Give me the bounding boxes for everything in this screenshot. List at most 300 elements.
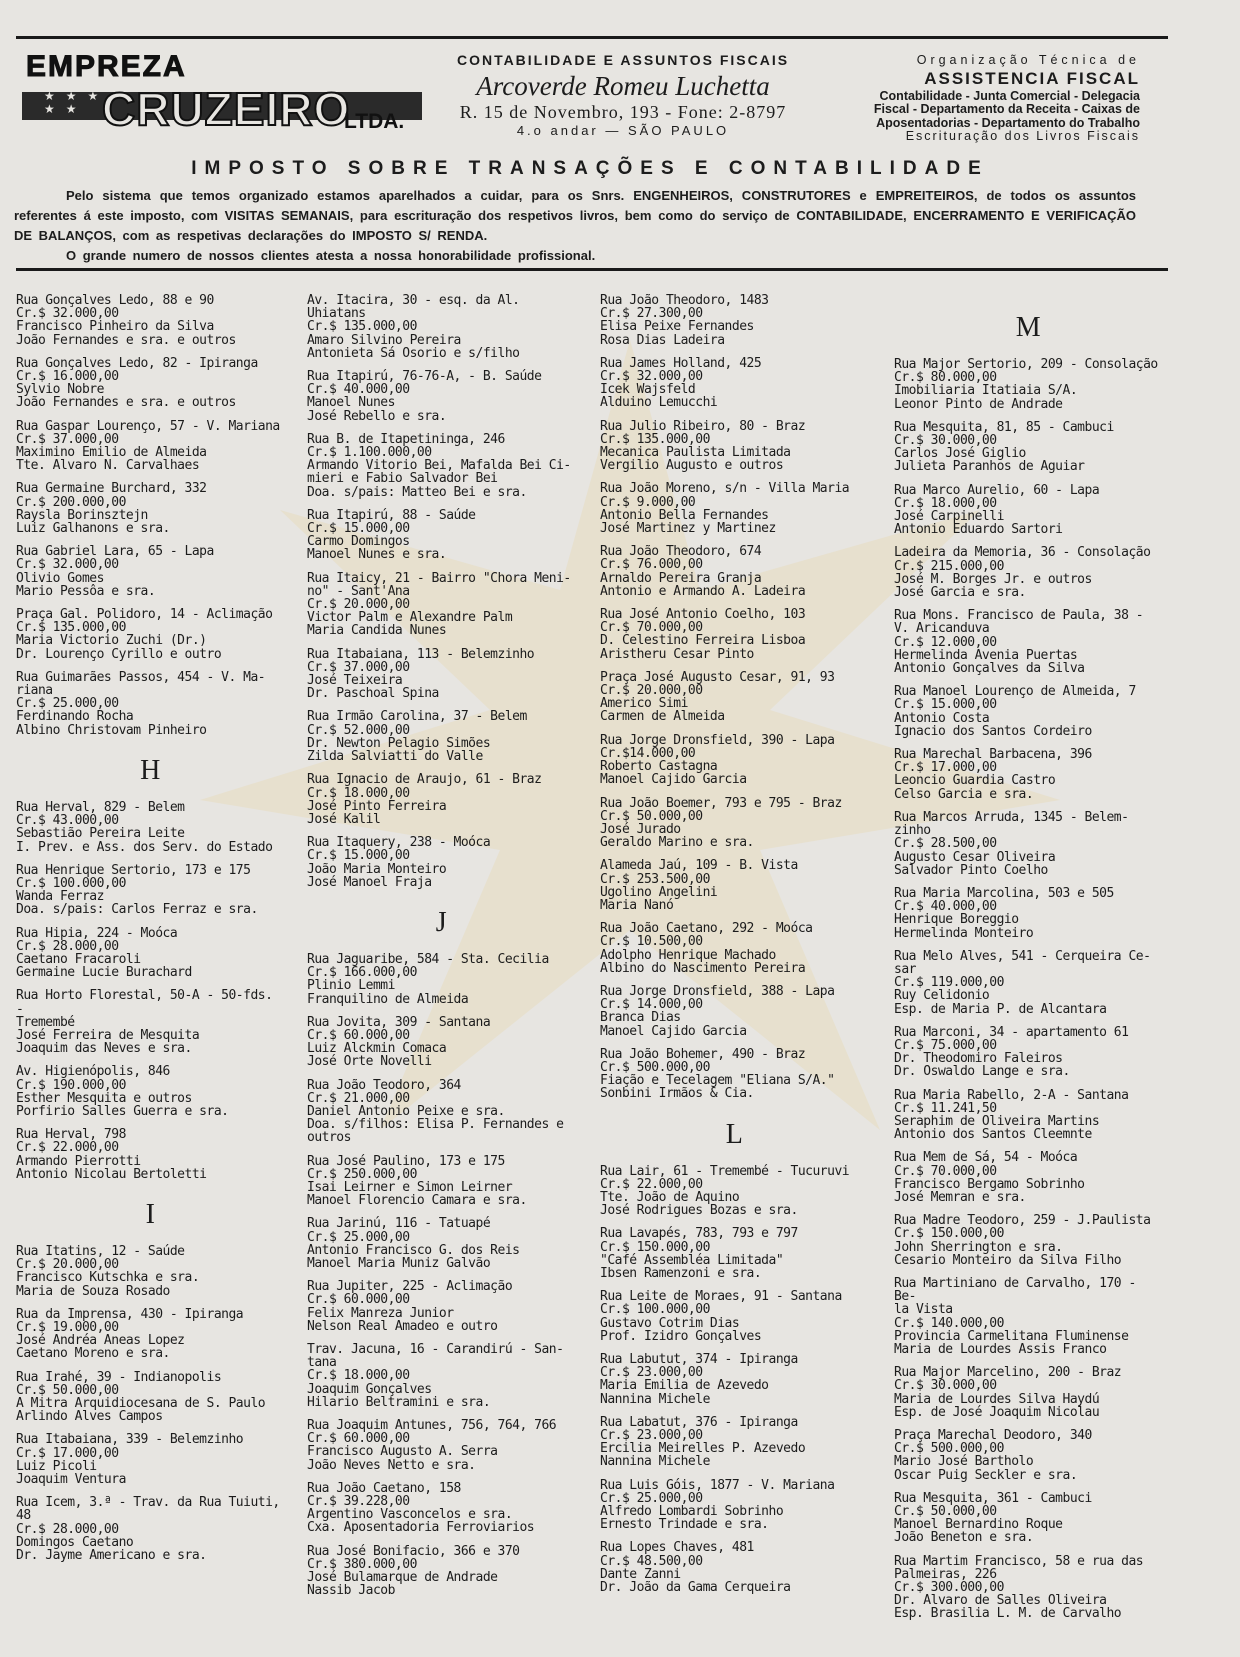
property-entry xyxy=(894,609,1162,675)
property-entry xyxy=(894,1366,1162,1419)
entry-line: José Carpinelli xyxy=(894,509,1004,525)
entry-line: Nelson Real Amadeo e outro xyxy=(307,1318,498,1334)
header-center-line-4: 4.o andar — SÃO PAULO xyxy=(516,123,730,138)
entry-line: Cr.$ 30.000,00 xyxy=(894,433,997,449)
property-entry xyxy=(16,1065,284,1118)
entry-line: Cr.$ 52.000,00 xyxy=(307,722,410,738)
entry-line: Doa. s/pais: Matteo Bei e sra. xyxy=(307,484,527,500)
entry-line: Oscar Puig Seckler e sra. xyxy=(894,1467,1078,1483)
entry-line: Maria de Lourdes Silva Haydú xyxy=(894,1391,1100,1407)
entry-line: V. Aricanduva xyxy=(894,621,990,637)
entry-line: Cr.$ 37.000,00 xyxy=(16,431,119,447)
entry-line: Carlos José Giglio xyxy=(894,446,1026,462)
entry-line: Victor Palm e Alexandre Palm xyxy=(307,610,513,626)
entry-line: Cr.$ 250.000,00 xyxy=(307,1166,417,1182)
entry-address: Alameda Jaú, 109 - B. Vista xyxy=(600,858,798,874)
entry-line: Dr. Newton Pelagio Simões xyxy=(307,735,491,751)
property-entry xyxy=(307,370,575,423)
entry-line: Hermelinda Avenia Puertas xyxy=(894,647,1078,663)
entry-line: tana xyxy=(307,1355,337,1371)
entry-address: Rua José Antonio Coelho, 103 xyxy=(600,607,806,623)
entry-line: Geraldo Marino e sra. xyxy=(600,835,754,851)
entry-address: Rua Icem, 3.ª - Trav. da Rua Tuiuti, xyxy=(16,1495,280,1511)
entry-line: Cr.$ 60.000,00 xyxy=(307,1431,410,1447)
entry-address: Praça Marechal Deodoro, 340 xyxy=(894,1428,1092,1444)
entry-line: Cr.$ 32.000,00 xyxy=(600,369,703,385)
section-letter: H xyxy=(140,754,160,786)
entry-address: Praça Gal. Polidoro, 14 - Aclimação xyxy=(16,607,273,623)
entry-address: Trav. Jacuna, 16 - Carandirú - San- xyxy=(307,1342,564,1357)
property-entry xyxy=(16,1496,284,1562)
header-right-line-2: ASSISTENCIA FISCAL xyxy=(924,68,1140,88)
entry-line: Elisa Peixe Fernandes xyxy=(600,319,754,335)
property-entry xyxy=(307,572,575,638)
entry-line: Antonio Francisco G. dos Reis xyxy=(307,1242,520,1258)
property-entry xyxy=(307,509,575,562)
entry-line: Cr.$ 17.000,00 xyxy=(894,760,997,776)
entry-address: Rua Guimarães Passos, 454 - V. Ma- xyxy=(16,669,266,685)
property-entry xyxy=(600,608,868,661)
entry-line: Doa. s/filhos: Elisa P. Fernandes e xyxy=(307,1117,564,1133)
entry-line: Cr.$ 14.000,00 xyxy=(600,997,703,1013)
entry-line: José Bulamarque de Andrade xyxy=(307,1570,498,1586)
entry-line: Ruy Celidonio xyxy=(894,988,990,1004)
entry-address: Rua João Boemer, 793 e 795 - Braz xyxy=(600,795,842,811)
property-entry xyxy=(894,1277,1162,1356)
property-entry xyxy=(307,1343,575,1409)
entry-line: Cr.$ 40.000,00 xyxy=(894,899,997,915)
entry-line: zinho xyxy=(894,823,931,839)
entry-address: Rua Gonçalves Ledo, 88 e 90 xyxy=(16,293,214,308)
entry-line: Vergilio Augusto e outros xyxy=(600,458,784,474)
property-entry xyxy=(307,1419,575,1472)
entry-line: Cr.$ 18.000,00 xyxy=(307,1368,410,1384)
entry-line: Cr.$ 15.000,00 xyxy=(307,848,410,864)
entry-line: Cr.$ 119.000,00 xyxy=(894,975,1004,991)
entry-line: Ercilia Meirelles P. Azevedo xyxy=(600,1441,806,1457)
entry-line: Cr.$ 20.000,00 xyxy=(307,597,410,613)
entry-line: Hilario Beltramini e sra. xyxy=(307,1394,491,1410)
entry-address: Rua João Theodoro, 674 xyxy=(600,544,762,560)
entry-line: Antonieta Sá Osorio e s/filho xyxy=(307,345,520,361)
entry-line: Nassib Jacob xyxy=(307,1583,395,1599)
entry-line: Dr. Paschoal Spina xyxy=(307,686,439,702)
entry-line: Cr.$ 135.000,00 xyxy=(600,431,710,447)
entry-line: Arnaldo Pereira Granja xyxy=(600,570,762,586)
entry-line: Franquilino de Almeida xyxy=(307,991,469,1007)
entry-line: Albino do Nascimento Pereira xyxy=(600,960,806,976)
entry-line: Cr.$ 28.500,00 xyxy=(894,836,997,852)
entry-line: Cr.$ 100.000,00 xyxy=(600,1302,710,1318)
entry-line: Celso Garcia e sra. xyxy=(894,786,1034,802)
entry-line: Armando Pierrotti xyxy=(16,1153,141,1169)
entry-line: Sonbini Irmãos & Cia. xyxy=(600,1086,754,1102)
property-entry xyxy=(307,710,575,763)
entry-line: Cr.$ 76.000,00 xyxy=(600,557,703,573)
entry-line: Manoel Nunes e sra. xyxy=(307,547,447,563)
entry-line: Cr.$ 43.000,00 xyxy=(16,813,119,829)
entry-address: Rua Julio Ribeiro, 80 - Braz xyxy=(600,418,806,434)
property-entry xyxy=(600,1479,868,1532)
entry-address: Rua Herval, 798 xyxy=(16,1127,126,1143)
entry-line: Francisco Augusto A. Serra xyxy=(307,1444,498,1460)
property-entry xyxy=(894,1429,1162,1482)
listing-column-3 xyxy=(600,294,868,1604)
page-title: IMPOSTO SOBRE TRANSAÇÕES E CONTABILIDADE xyxy=(191,158,989,179)
entry-line: José Ferreira de Mesquita xyxy=(16,1027,200,1043)
entry-line: Sylvio Nobre xyxy=(16,382,104,398)
top-rule xyxy=(16,36,1168,39)
entry-line: Cr.$ 200.000,00 xyxy=(16,494,126,510)
entry-line: Joaquim Ventura xyxy=(16,1472,126,1488)
entry-line: Armando Vitorio Bei, Mafalda Bei Ci- xyxy=(307,458,571,474)
entry-address: Rua João Bohemer, 490 - Braz xyxy=(600,1046,806,1062)
property-entry xyxy=(307,648,575,701)
entry-address: Rua Ignacio de Araujo, 61 - Braz xyxy=(307,772,542,788)
property-entry xyxy=(307,1482,575,1535)
entry-line: Maria Candida Nunes xyxy=(307,623,447,639)
entry-line: Cr.$14.000,00 xyxy=(600,745,696,761)
entry-line: João Fernandes e sra. e outros xyxy=(16,332,236,348)
entry-address: Rua Mesquita, 81, 85 - Cambuci xyxy=(894,419,1114,435)
entry-address: Rua Horto Florestal, 50-A - 50-fds. - xyxy=(16,988,280,1017)
entry-line: Cr.$ 25.000,00 xyxy=(16,696,119,712)
entry-line: Cr.$ 16.000,00 xyxy=(16,369,119,385)
header-right-line-6: Escrituração dos Livros Fiscais xyxy=(905,129,1140,143)
entry-address: Praça José Augusto Cesar, 91, 93 xyxy=(600,669,835,685)
property-entry xyxy=(16,1128,284,1181)
entry-line: Francisco Kutschka e sra. xyxy=(16,1270,200,1286)
entry-address: Rua João Caetano, 158 xyxy=(307,1480,461,1496)
entry-address: Rua Melo Alves, 541 - Cerqueira Ce- xyxy=(894,948,1151,964)
entry-line: Cr.$ 12.000,00 xyxy=(894,634,997,650)
entry-line: Cr.$ 50.000,00 xyxy=(16,1382,119,1398)
entry-line: Cr.$ 75.000,00 xyxy=(894,1037,997,1053)
entry-address: Rua James Holland, 425 xyxy=(600,355,762,371)
entry-address: Rua Jarinú, 116 - Tatuapé xyxy=(307,1216,491,1232)
entry-line: Cr.$ 20.000,00 xyxy=(16,1257,119,1273)
entry-line: Cr.$ 23.000,00 xyxy=(600,1428,703,1444)
entry-line: Dr. Theodomiro Faleiros xyxy=(894,1051,1063,1067)
logo-line-1: EMPREZA xyxy=(26,50,187,83)
entry-line: Prof. Izidro Gonçalves xyxy=(600,1328,762,1344)
entry-line: Cr.$ 60.000,00 xyxy=(307,1292,410,1308)
entry-address: Av. Higienópolis, 846 xyxy=(16,1064,170,1080)
entry-line: Cr.$ 37.000,00 xyxy=(307,659,410,675)
entry-line: Cesario Monteiro da Silva Filho xyxy=(894,1252,1122,1268)
entry-line: Cr.$ 19.000,00 xyxy=(16,1319,119,1335)
entry-address: Rua Henrique Sertorio, 173 e 175 xyxy=(16,862,251,878)
entry-address: Rua Gonçalves Ledo, 82 - Ipiranga xyxy=(16,355,258,371)
entry-line: Alduino Lemucchi xyxy=(600,395,718,411)
property-entry xyxy=(307,1545,575,1598)
entry-line: la Vista xyxy=(894,1302,953,1318)
entry-line: Maria Nanó xyxy=(600,897,674,913)
header-center xyxy=(448,52,798,138)
entry-address: Rua Itaicy, 21 - Bairro "Chora Meni- xyxy=(307,570,571,586)
entry-address: Rua Marcos Arruda, 1345 - Belem- xyxy=(894,809,1129,825)
entry-line: Doa. s/pais: Carlos Ferraz e sra. xyxy=(16,902,258,918)
entry-address: Rua José Bonifacio, 366 e 370 xyxy=(307,1543,520,1559)
entry-line: Cr.$ 135.000,00 xyxy=(307,319,417,335)
intro-text xyxy=(14,186,1136,266)
entry-line: Cr.$ 25.000,00 xyxy=(600,1490,703,1506)
property-entry xyxy=(307,433,575,499)
entry-address: Rua Mem de Sá, 54 - Moóca xyxy=(894,1150,1078,1166)
entry-line: Nannina Michele xyxy=(600,1391,710,1407)
entry-line: Isai Leirner e Simon Leirner xyxy=(307,1179,513,1195)
entry-line: Maria Victorio Zuchi (Dr.) xyxy=(16,633,207,649)
entry-line: Felix Manreza Junior xyxy=(307,1305,454,1321)
entry-line: outros xyxy=(307,1130,351,1146)
property-entry xyxy=(894,685,1162,738)
entry-line: Icek Wajsfeld xyxy=(600,382,696,398)
entry-line: Olivio Gomes xyxy=(16,570,104,586)
entry-line: A Mitra Arquidiocesana de S. Paulo xyxy=(16,1396,266,1411)
entry-line: José Garcia e sra. xyxy=(894,585,1026,601)
entry-line: Tte. João de Aquino xyxy=(600,1189,740,1205)
entry-line: Daniel Antonio Peixe e sra. xyxy=(307,1103,505,1119)
entry-line: Albino Christovam Pinheiro xyxy=(16,722,207,738)
property-entry xyxy=(600,1541,868,1594)
stars-icon: ★ ★ ★ ★ ★ xyxy=(44,89,103,116)
entry-line: D. Celestino Ferreira Lisboa xyxy=(600,633,806,649)
entry-address: Rua Lair, 61 - Tremembé - Tucuruvi xyxy=(600,1163,850,1179)
entry-address: Rua Gaspar Lourenço, 57 - V. Mariana xyxy=(16,418,280,434)
entry-address: Rua Labatut, 376 - Ipiranga xyxy=(600,1414,798,1430)
entry-line: Cr.$ 100.000,00 xyxy=(16,875,126,891)
entry-line: Ernesto Trindade e sra. xyxy=(600,1517,769,1533)
property-entry xyxy=(600,1165,868,1218)
entry-line: Cr.$ 253.500,00 xyxy=(600,871,710,887)
property-entry xyxy=(894,421,1162,474)
entry-line: Ferdinando Rocha xyxy=(16,709,134,725)
entry-address: Rua Lopes Chaves, 481 xyxy=(600,1540,754,1556)
entry-line: "Café Assembléa Limitada" xyxy=(600,1252,784,1268)
entry-line: Seraphim de Oliveira Martins xyxy=(894,1113,1100,1129)
entry-line: Cr.$ 60.000,00 xyxy=(307,1027,410,1043)
property-entry xyxy=(894,950,1162,1016)
entry-address: Rua Itatins, 12 - Saúde xyxy=(16,1243,185,1259)
entry-line: José Jurado xyxy=(600,821,681,837)
entry-line: Henrique Boreggio xyxy=(894,912,1019,928)
property-entry xyxy=(600,797,868,850)
entry-line: Nannina Michele xyxy=(600,1454,710,1470)
entry-line: Cr.$ 20.000,00 xyxy=(600,683,703,699)
property-entry xyxy=(894,748,1162,801)
entry-line: João Neves Netto e sra. xyxy=(307,1457,476,1473)
entry-address: Rua Mons. Francisco de Paula, 38 - xyxy=(894,608,1144,624)
property-entry xyxy=(894,1026,1162,1079)
property-entry xyxy=(600,1290,868,1343)
entry-line: Julieta Paranhos de Aguiar xyxy=(894,459,1085,475)
entry-line: Antonio Nicolau Bertoletti xyxy=(16,1166,207,1182)
intro-paragraph-1: Pelo sistema que temos organizado estamos aparelhados a cuidar, para os Snrs. ENGENHEIROS, CONSTRUTORES e EMPREITEIROS, de todos os assuntos referentes á este imposto, com VISITAS SEMANAIS, para escrituração dos respetivos livros, bem como do serviço de CONTABILIDADE, ENCERRAMENTO E VERIFICAÇÃO DE BALANÇOS, com as respetivas declarações do IMPOSTO S/ RENDA. xyxy=(14,188,1136,243)
listing-column-4 xyxy=(894,294,1162,1631)
entry-line: Wanda Ferraz xyxy=(16,889,104,905)
entry-line: Dr. Lourenço Cyrillo e outro xyxy=(16,646,222,662)
header-center-line-3: R. 15 de Novembro, 193 - Fone: 2-8797 xyxy=(459,102,787,122)
entry-line: João Beneton e sra. xyxy=(894,1530,1034,1546)
entry-line: José Martinez y Martinez xyxy=(600,521,776,537)
entry-line: Luiz Picoli xyxy=(16,1458,97,1474)
entry-line: José Andréa Aneas Lopez xyxy=(16,1333,185,1349)
listing-column-1 xyxy=(16,294,284,1572)
entry-line: José M. Borges Jr. e outros xyxy=(894,571,1092,587)
header-right-line-4: Fiscal - Departamento da Receita - Caixas de xyxy=(873,102,1140,116)
property-entry xyxy=(16,1371,284,1424)
section-letter: L xyxy=(725,1118,743,1150)
entry-address: Rua Maria Marcolina, 503 e 505 xyxy=(894,885,1114,901)
entry-line: Imobiliaria Itatiaia S/A. xyxy=(894,383,1078,399)
entry-line: Cr.$ 32.000,00 xyxy=(16,306,119,322)
property-entry xyxy=(600,420,868,473)
property-entry xyxy=(16,482,284,535)
property-entry xyxy=(16,294,284,347)
entry-line: Cr.$ 135.000,00 xyxy=(16,620,126,636)
entry-line: Cr.$ 22.000,00 xyxy=(600,1176,703,1192)
entry-line: Cr.$ 11.241,50 xyxy=(894,1100,997,1116)
entry-line: Carmo Domingos xyxy=(307,534,410,550)
entry-address: Rua Jovita, 309 - Santana xyxy=(307,1014,491,1030)
entry-line: Maria de Lourdes Assis Franco xyxy=(894,1342,1107,1357)
entry-line: Cr.$ 500.000,00 xyxy=(894,1441,1004,1457)
entry-line: Provincia Carmelitana Fluminense xyxy=(894,1328,1129,1344)
entry-line: Cr.$ 18.000,00 xyxy=(894,495,997,511)
entry-address: Rua Labutut, 374 - Ipiranga xyxy=(600,1352,798,1367)
entry-line: Antonio e Armando A. Ladeira xyxy=(600,583,806,599)
property-entry xyxy=(16,1433,284,1486)
entry-address: Ladeira da Memoria, 36 - Consolação xyxy=(894,545,1151,561)
entry-line: Caetano Moreno e sra. xyxy=(16,1346,170,1362)
entry-line: Manoel Cajido Garcia xyxy=(600,1023,747,1039)
header-right-line-5: Aposentadorias - Departamento do Trabalho xyxy=(876,115,1140,130)
entry-line: Antonio Gonçalves da Silva xyxy=(894,661,1085,677)
entry-line: Cr.$ 140.000,00 xyxy=(894,1315,1004,1331)
entry-line: Cr.$ 15.000,00 xyxy=(307,521,410,537)
entry-address: Rua João Moreno, s/n - Villa Maria xyxy=(600,481,850,497)
entry-address: Rua Herval, 829 - Belem xyxy=(16,799,185,815)
entry-line: Esp. de José Joaquim Nicolau xyxy=(894,1404,1100,1420)
entry-line: Roberto Castagna xyxy=(600,759,718,775)
entry-line: Mario Pessôa e sra. xyxy=(16,583,156,599)
entry-line: Cr.$ 80.000,00 xyxy=(894,370,997,386)
entry-line: I. Prev. e Ass. dos Serv. do Estado xyxy=(16,839,273,855)
entry-line: José Manoel Fraja xyxy=(307,874,432,890)
entry-line: Cr.$ 190.000,00 xyxy=(16,1077,126,1093)
property-entry xyxy=(894,1555,1162,1621)
entry-address: Rua Irmão Carolina, 37 - Belem xyxy=(307,709,527,725)
entry-line: Sebastião Pereira Leite xyxy=(16,826,185,842)
entry-address: Rua Martim Francisco, 58 e rua das xyxy=(894,1553,1144,1569)
property-entry xyxy=(600,482,868,535)
entry-line: Cr.$ 28.000,00 xyxy=(16,938,119,954)
entry-line: Maximino Emilio de Almeida xyxy=(16,445,207,461)
entry-line: Manoel Maria Muniz Galvão xyxy=(307,1255,491,1271)
entry-address: Rua Leite de Moraes, 91 - Santana xyxy=(600,1289,842,1305)
entry-line: José Rebello e sra. xyxy=(307,408,447,424)
entry-line: Francisco Bergamo Sobrinho xyxy=(894,1176,1085,1192)
entry-line: Ugolino Angelini xyxy=(600,884,718,900)
entry-line: Adolpho Henrique Machado xyxy=(600,947,776,963)
entry-line: Joaquim Gonçalves xyxy=(307,1381,432,1397)
property-entry xyxy=(894,887,1162,940)
property-entry xyxy=(894,1089,1162,1142)
property-entry xyxy=(894,358,1162,411)
entry-address: Rua Jupiter, 225 - Aclimação xyxy=(307,1279,513,1295)
entry-address: Rua Gabriel Lara, 65 - Lapa xyxy=(16,544,214,560)
entry-line: Maria de Souza Rosado xyxy=(16,1283,170,1299)
property-entry xyxy=(16,927,284,980)
entry-address: Rua da Imprensa, 430 - Ipiranga xyxy=(16,1306,244,1322)
entry-line: Leonor Pinto de Andrade xyxy=(894,396,1063,412)
entry-line: Joaquim das Neves e sra. xyxy=(16,1041,192,1057)
entry-address: Rua Hipia, 224 - Moóca xyxy=(16,925,178,941)
entry-line: Augusto Cesar Oliveira xyxy=(894,849,1056,865)
entry-line: Fiação e Tecelagem "Eliana S/A." xyxy=(600,1073,835,1089)
entry-line: Antonio Costa xyxy=(894,710,990,726)
entry-address: Av. Itacira, 30 - esq. da Al. Uhiatans xyxy=(307,293,527,322)
entry-line: mieri e Fabio Salvador Bei xyxy=(307,471,498,487)
entry-address: Rua João Caetano, 292 - Moóca xyxy=(600,921,813,937)
entry-line: Leoncio Guardia Castro xyxy=(894,773,1056,789)
entry-line: Cr.$ 9.000,00 xyxy=(600,494,696,510)
entry-line: José Orte Novelli xyxy=(307,1054,432,1070)
entry-address: Rua Itapirú, 88 - Saúde xyxy=(307,507,476,523)
property-entry xyxy=(16,1245,284,1298)
entry-line: Luiz Alckmin Comaca xyxy=(307,1041,447,1057)
entry-line: Esther Mesquita e outros xyxy=(16,1090,192,1106)
entry-line: Antonio Bella Fernandes xyxy=(600,507,769,523)
entry-line: Dr. Jayme Americano e sra. xyxy=(16,1548,207,1564)
entry-line: Manoel Florencio Camara e sra. xyxy=(307,1193,527,1209)
property-entry xyxy=(894,1151,1162,1204)
entry-line: Argentino Vasconcelos e sra. xyxy=(307,1507,513,1523)
entry-line: Dr. Alvaro de Salles Oliveira xyxy=(894,1593,1107,1609)
property-entry xyxy=(600,1227,868,1280)
entry-address: Rua Jorge Dronsfield, 388 - Lapa xyxy=(600,983,835,999)
entry-address: Rua Joaquim Antunes, 756, 764, 766 xyxy=(307,1418,557,1434)
property-entry xyxy=(16,801,284,854)
property-entry xyxy=(16,1308,284,1361)
entry-line: Cr.$ 300.000,00 xyxy=(894,1580,1004,1596)
entry-line: Cr.$ 15.000,00 xyxy=(894,697,997,713)
entry-line: José Teixeira xyxy=(307,673,403,689)
logo-suffix: LTDA. xyxy=(344,110,405,133)
entry-line: Salvador Pinto Coelho xyxy=(894,862,1048,878)
header-center-line-1: CONTABILIDADE E ASSUNTOS FISCAIS xyxy=(456,52,790,68)
entry-line: Manoel Nunes xyxy=(307,395,395,411)
entry-address: Rua Itabaiana, 339 - Belemzinho xyxy=(16,1432,244,1448)
property-entry xyxy=(600,985,868,1038)
header-right-line-1: Organização Técnica de xyxy=(916,53,1140,67)
entry-line: Germaine Lucie Burachard xyxy=(16,965,192,981)
entry-line: Gustavo Cotrim Dias xyxy=(600,1315,740,1331)
entry-line: Alfredo Lombardi Sobrinho xyxy=(600,1504,784,1520)
entry-line: Porfirio Salles Guerra e sra. xyxy=(16,1103,229,1119)
entry-address: Rua Germaine Burchard, 332 xyxy=(16,481,207,497)
entry-address: Rua Jaguaribe, 584 - Sta. Cecilia xyxy=(307,951,549,967)
property-entry xyxy=(600,671,868,724)
entry-line: José Pinto Ferreira xyxy=(307,798,447,814)
entry-line: Cr.$ 380.000,00 xyxy=(307,1556,417,1572)
entry-line: Tremembé xyxy=(16,1014,75,1030)
property-entry xyxy=(307,1155,575,1208)
entry-line: Cr.$ 21.000,00 xyxy=(307,1090,410,1106)
entry-line: Tte. Alvaro N. Carvalhaes xyxy=(16,458,200,474)
entry-address: Rua Martiniano de Carvalho, 170 - Be- xyxy=(894,1275,1144,1305)
entry-address: Rua João Theodoro, 1483 xyxy=(600,293,769,308)
